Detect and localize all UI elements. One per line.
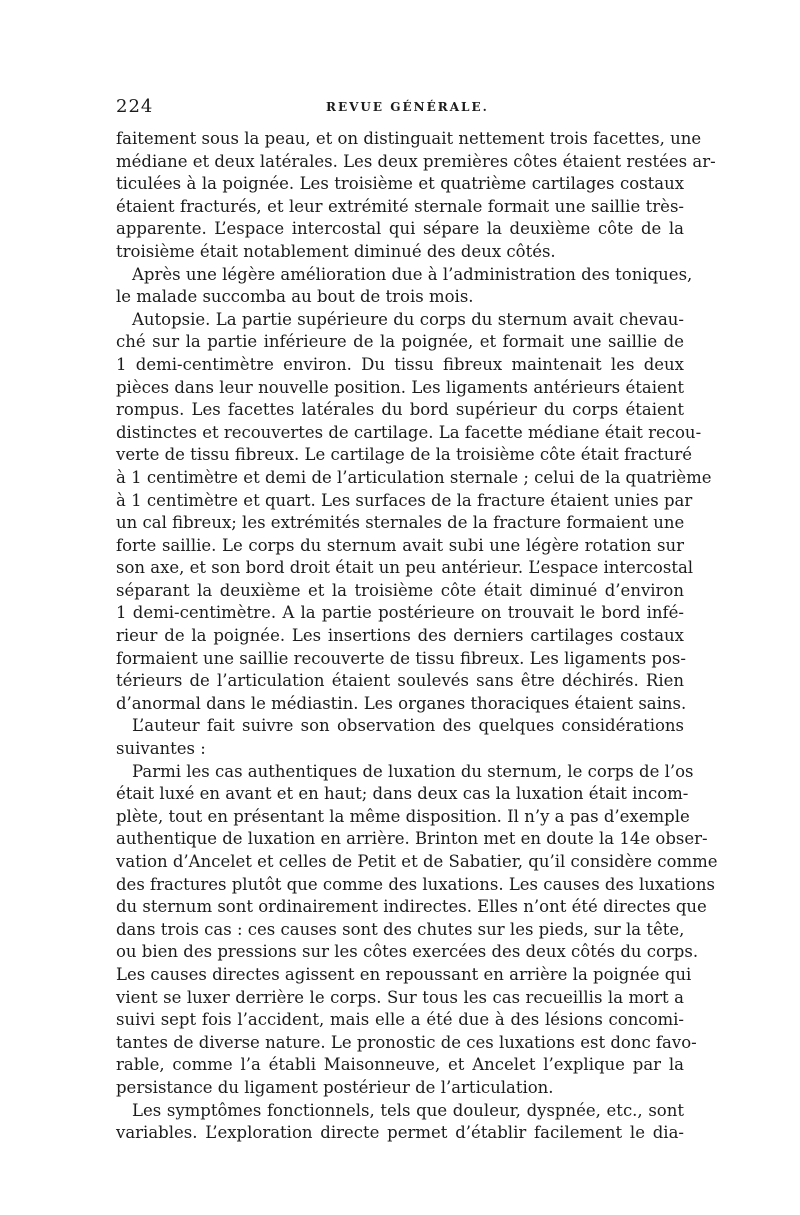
text-line: 1 demi-centimètre environ. Du tissu fibreux maintenait les deux — [116, 354, 684, 374]
body-text — [116, 128, 718, 1145]
text-line: verte de tissu fibreux. Le cartilage de la troisième côte était fracturé — [116, 445, 693, 465]
text-line: d’anormal dans le médiastin. Les organes thoraciques étaient sains. — [116, 693, 687, 713]
text-line: le malade succomba au bout de trois mois. — [116, 287, 474, 307]
text-line: ticulées à la poignée. Les troisième et quatrième cartilages costaux — [116, 174, 684, 194]
text-line: 1 demi-centimètre. A la partie postérieure on trouvait le bord infé- — [116, 603, 684, 623]
text-line: rieur de la poignée. Les insertions des derniers cartilages costaux — [116, 626, 684, 646]
text-line: Autopsie. La partie supérieure du corps du sternum avait chevau- — [132, 309, 684, 329]
running-head — [116, 96, 684, 126]
text-line: rable, comme l’a établi Maisonneuve, et Ancelet l’explique par la — [116, 1055, 684, 1075]
text-line: formaient une saillie recouverte de tissu fibreux. Les ligaments pos- — [116, 648, 686, 668]
text-line: rompus. Les facettes latérales du bord supérieur du corps étaient — [116, 400, 684, 420]
text-line: authentique de luxation en arrière. Brinton met en doute la 14e obser- — [116, 829, 708, 849]
text-line: vation d’Ancelet et celles de Petit et de Sabatier, qu’il considère comme — [116, 852, 718, 871]
text-line: persistance du ligament postérieur de l’articulation. — [116, 1077, 554, 1097]
text-line: distinctes et recouvertes de cartilage. La facette médiane était recou- — [116, 422, 702, 442]
text-line: du sternum sont ordinairement indirectes. Elles n’ont été directes que — [116, 897, 707, 917]
text-line: suivi sept fois l’accident, mais elle a été due à des lésions concomi- — [116, 1010, 684, 1030]
text-line: des fractures plutôt que comme des luxations. Les causes des luxations — [116, 874, 715, 894]
text-line: étaient fracturés, et leur extrémité sternale formait une saillie très- — [116, 196, 684, 216]
text-line: médiane et deux latérales. Les deux premières côtes étaient restées ar- — [116, 151, 716, 171]
text-line: Les causes directes agissent en repoussant en arrière la poignée qui — [116, 964, 692, 984]
text-line: suivantes : — [116, 739, 206, 759]
text-line: Les symptômes fonctionnels, tels que douleur, dyspnée, etc., sont — [132, 1100, 684, 1120]
text-line: son axe, et son bord droit était un peu antérieur. L’espace intercostal — [116, 558, 694, 578]
text-line: séparant la deuxième et la troisième côte était diminué d’environ — [116, 580, 684, 600]
text-line: pièces dans leur nouvelle position. Les ligaments antérieurs étaient — [116, 377, 684, 397]
text-line: était luxé en avant et en haut; dans deux cas la luxation était incom- — [116, 784, 689, 804]
text-line: faitement sous la peau, et on distinguait nettement trois facettes, une — [116, 129, 702, 148]
text-line: plète, tout en présentant la même disposition. Il n’y a pas d’exemple — [116, 806, 690, 826]
text-line: L’auteur fait suivre son observation des quelques considérations — [132, 716, 684, 736]
text-line: à 1 centimètre et quart. Les surfaces de la fracture étaient unies par — [116, 490, 693, 510]
document-page — [116, 96, 718, 1145]
text-line: troisième était notablement diminué des deux côtés. — [116, 241, 556, 261]
page-number: 224 — [116, 96, 154, 117]
text-line: variables. L’exploration directe permet d’établir facilement le dia- — [116, 1123, 684, 1143]
text-line: à 1 centimètre et demi de l’articulation sternale ; celui de la quatrième — [116, 467, 712, 487]
text-line: Parmi les cas authentiques de luxation du sternum, le corps de l’os — [132, 761, 694, 781]
text-line: tantes de diverse nature. Le pronostic de ces luxations est donc favo- — [116, 1032, 697, 1052]
running-title: REVUE GÉNÉRALE. — [326, 100, 489, 114]
text-line: forte saillie. Le corps du sternum avait subi une légère rotation sur — [116, 535, 684, 555]
text-line: térieurs de l’articulation étaient soulevés sans être déchirés. Rien — [116, 671, 684, 691]
text-line: apparente. L’espace intercostal qui sépare la deuxième côte de la — [116, 219, 684, 239]
text-line: Après une légère amélioration due à l’administration des toniques, — [132, 264, 693, 284]
text-line: un cal fibreux; les extrémités sternales de la fracture formaient une — [116, 513, 685, 533]
text-line: dans trois cas : ces causes sont des chutes sur les pieds, sur la tête, — [116, 919, 685, 939]
text-line: ou bien des pressions sur les côtes exercées des deux côtés du corps. — [116, 942, 699, 962]
text-line: ché sur la partie inférieure de la poignée, et formait une saillie de — [116, 332, 684, 352]
text-line: vient se luxer derrière le corps. Sur tous les cas recueillis la mort a — [116, 987, 684, 1007]
